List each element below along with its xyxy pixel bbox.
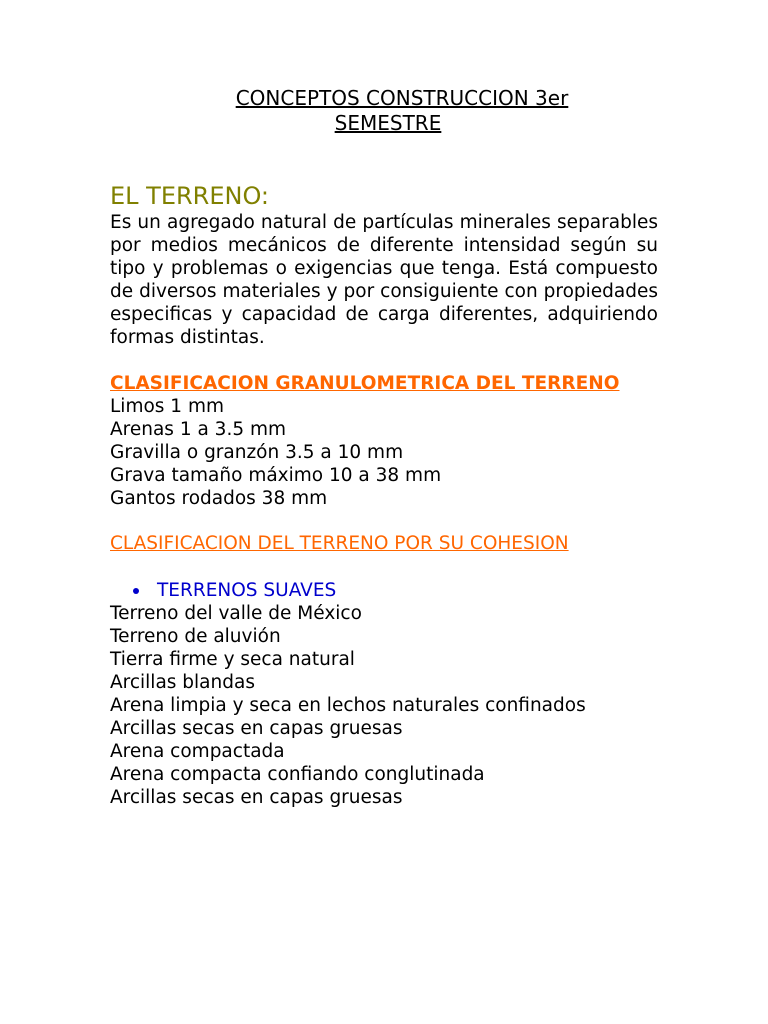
document-title-line-1: CONCEPTOS CONSTRUCCION 3er (235, 86, 569, 110)
intro-paragraph: Es un agregado natural de partículas minerales separables por medios mecánicos de diferente intensidad según su tipo y problemas o exigencias que tenga. Está compuesto de diversos materiales y por consiguiente con propiedades especificas y capacidad de carga diferentes, adquiriendo formas distintas. (110, 212, 658, 348)
soft-terrain-item: Terreno del valle de México (110, 603, 362, 624)
granulometric-item: Arenas 1 a 3.5 mm (110, 419, 287, 440)
bullet-item-terrenos-suaves (110, 579, 658, 602)
soft-terrain-item: Arena compacta confiando conglutinada (110, 764, 485, 785)
spacer (110, 136, 658, 181)
granulometric-list (110, 395, 658, 510)
bullet-dot-icon (133, 588, 139, 594)
granulometric-item: Gravilla o granzón 3.5 a 10 mm (110, 442, 404, 463)
soft-terrain-item: Tierra firme y seca natural (110, 649, 355, 670)
soft-terrain-item: Terreno de aluvión (110, 626, 281, 647)
granulometric-item: Limos 1 mm (110, 396, 224, 417)
soft-terrain-item: Arcillas blandas (110, 672, 255, 693)
spacer (110, 349, 658, 372)
document-title-line-2: SEMESTRE (334, 111, 442, 135)
spacer (110, 555, 658, 579)
cohesion-heading: CLASIFICACION DEL TERRENO POR SU COHESION (110, 533, 569, 554)
soft-terrain-item: Arena limpia y seca en lechos naturales confinados (110, 695, 586, 716)
granulometric-heading: CLASIFICACION GRANULOMETRICA DEL TERRENO (110, 373, 620, 394)
soft-terrain-item: Arcillas secas en capas gruesas (110, 787, 403, 808)
section-heading-terreno: EL TERRENO: (110, 182, 270, 210)
document-title (110, 86, 658, 136)
soft-terrain-item: Arena compactada (110, 741, 285, 762)
granulometric-item: Grava tamaño máximo 10 a 38 mm (110, 465, 442, 486)
granulometric-item: Gantos rodados 38 mm (110, 488, 328, 509)
soft-terrain-list (110, 602, 658, 809)
spacer (110, 510, 658, 532)
cohesion-bullet-list (110, 579, 658, 602)
document-page (110, 86, 658, 809)
soft-terrain-item: Arcillas secas en capas gruesas (110, 718, 403, 739)
bullet-label: TERRENOS SUAVES (157, 580, 337, 601)
